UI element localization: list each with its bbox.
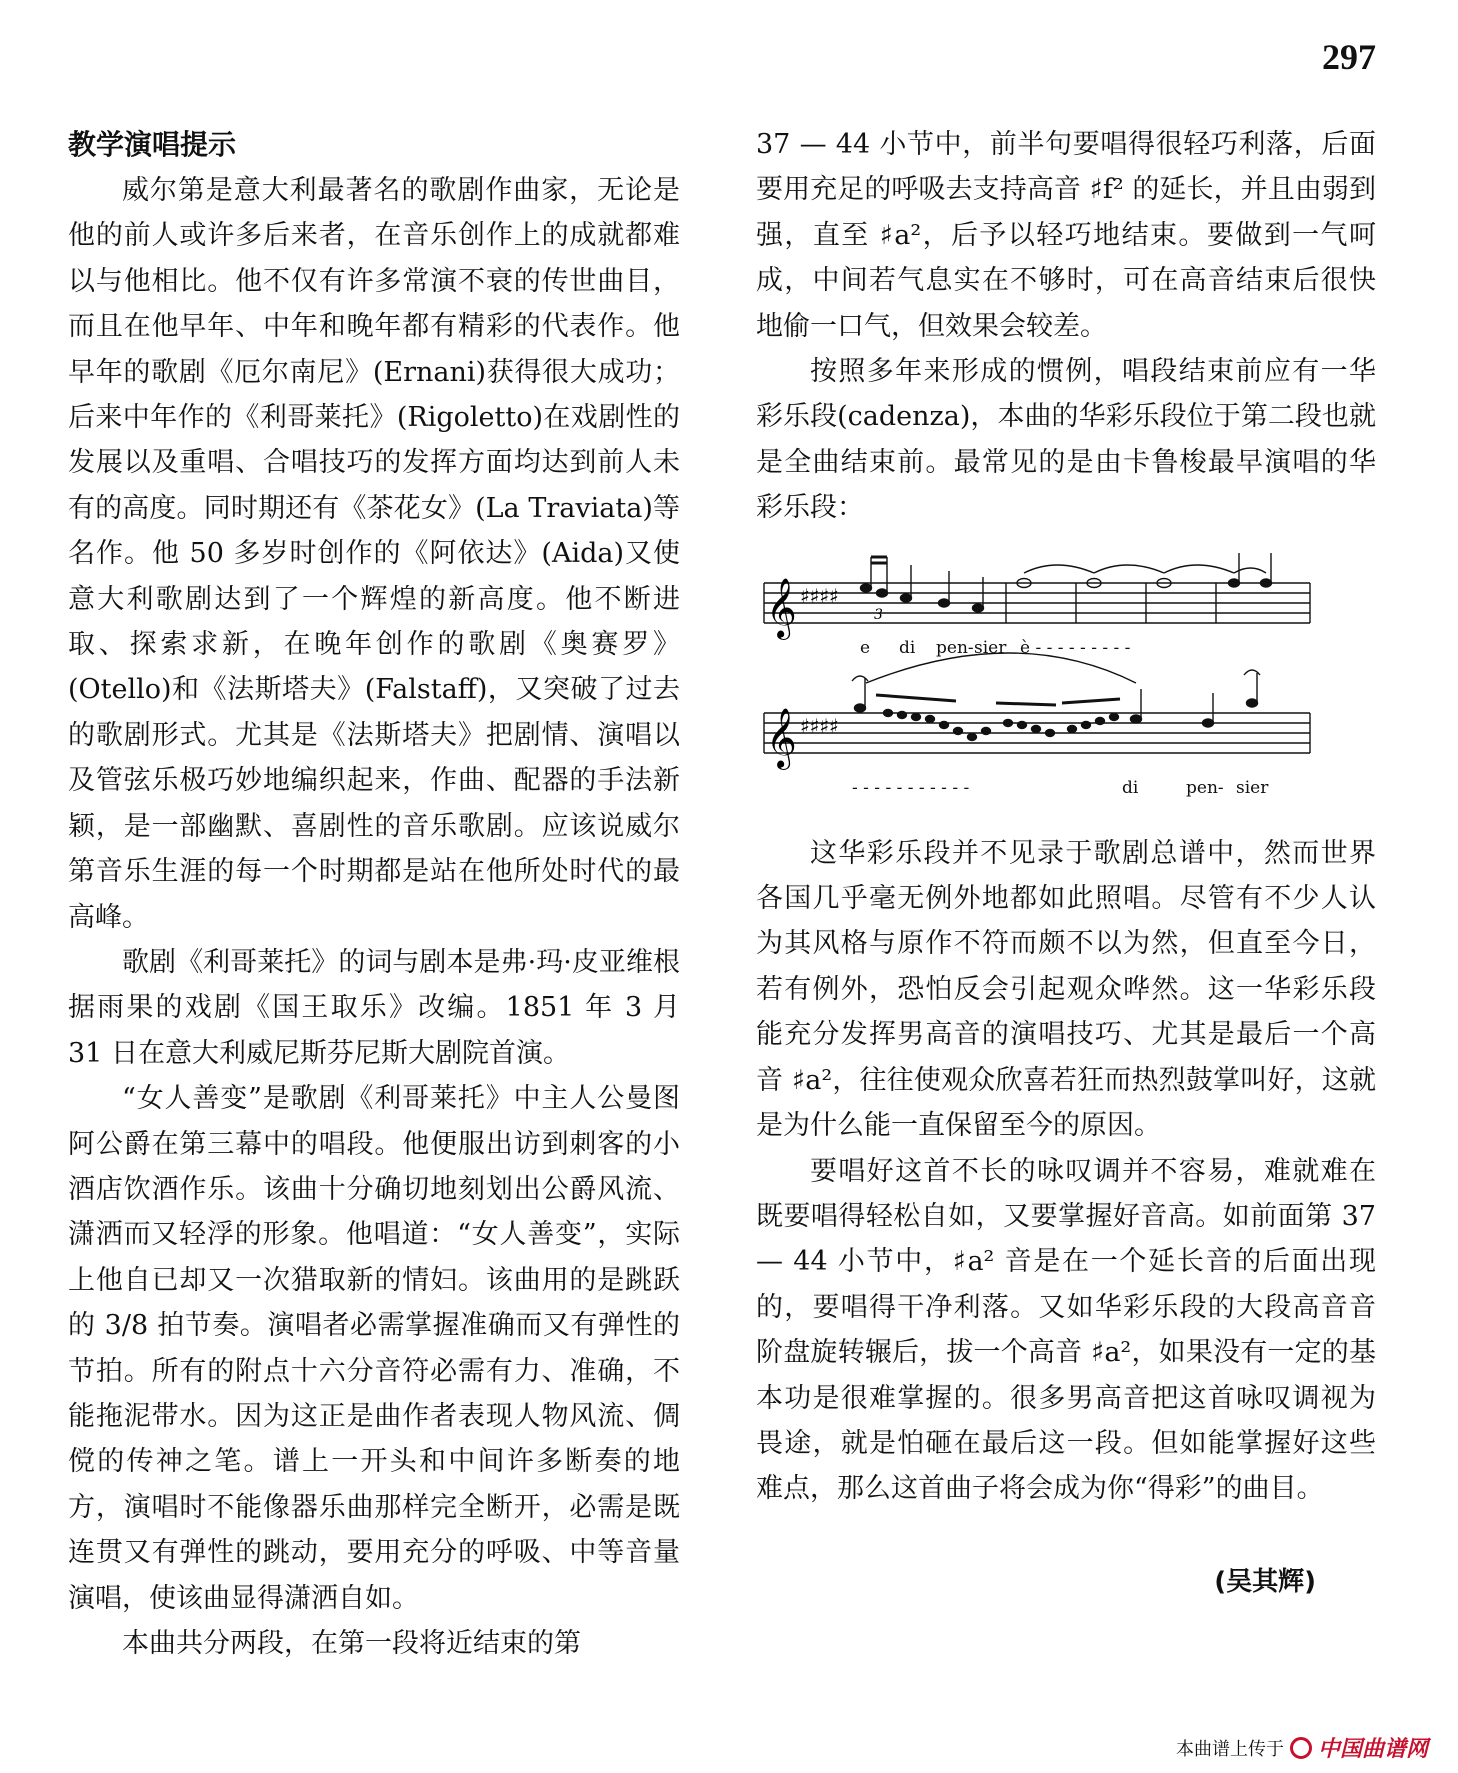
lyric: pen- — [936, 637, 974, 658]
footer-brand[interactable]: 中国曲谱网 — [1317, 1737, 1428, 1762]
footer-text: 本曲谱上传于 — [1175, 1738, 1284, 1760]
paragraph: 歌剧《利哥莱托》的词与剧本是弗·玛·皮亚维根据雨果的戏剧《国王取乐》改编。1851 年 3 月 31 日在意大利威尼斯芬尼斯大剧院首演。 — [68, 946, 680, 1069]
lyric: è - - - - - - - - - — [1020, 637, 1131, 658]
footer — [1176, 1732, 1428, 1763]
paragraph: 按照多年来形成的惯例，唱段结束前应有一华彩乐段(cadenza)，本曲的华彩乐段位于第二段也就是全曲结束前。最常见的是由卡鲁梭最早演唱的华彩乐段： — [756, 356, 1376, 524]
site-logo-icon — [1290, 1737, 1312, 1759]
staff-2-lyrics — [852, 778, 1269, 798]
paragraph: 威尔第是意大利最著名的歌剧作曲家，无论是他的前人或许多后来者，在音乐创作上的成就都难以与他相比。他不仅有许多常演不衰的传世曲目，而且在他早年、中年和晚年都有精彩的代表作。他早年的歌剧《厄尔南尼》(Ernani)获得很大成功；后来中年作的《利哥莱托》(Rigoletto)在戏剧性的发展以及重唱、合唱技巧的发挥方面均达到前人未有的高度。同时期还有《茶花女》(La Traviata)等名作。他 50 多岁时创作的《阿依达》(Aida)又使意大利歌剧达到了一个辉煌的新高度。他不断进取、探索求新，在晚年创作的歌剧《奥赛罗》(Otello)和《法斯塔夫》(Falstaff)，又突破了过去的歌剧形式。尤其是《法斯塔夫》把剧情、演唱以及管弦乐极巧妙地编织起来，作曲、配器的手法新颖，是一部幽默、喜剧性的音乐歌剧。应该说威尔第音乐生涯的每一个时期都是站在他所处时代的最高峰。 — [68, 175, 680, 933]
staff-1-lyrics — [860, 638, 1130, 658]
page-number: 297 — [1322, 37, 1376, 77]
lyric: di — [899, 637, 916, 658]
tuplet-marking: 3 — [874, 606, 883, 623]
treble-clef-icon: 𝄞 — [766, 577, 797, 638]
lyric: di — [1122, 777, 1139, 798]
staff-2-notes — [852, 653, 1260, 741]
paragraph: 37 — 44 小节中，前半句要唱得很轻巧利落，后面要用充足的呼吸去支持高音 ♯f² 的延长，并且由弱到强，直至 ♯a²，后予以轻巧地结束。要做到一气呵成，中间若气息实在不够时，可在高音结束后很快地偷一口气，但效果会较差。 — [756, 129, 1376, 342]
left-column — [68, 122, 680, 1666]
cadenza-score — [756, 553, 1316, 813]
lyric: - - - - - - - - - - - — [852, 777, 970, 798]
lyric: pen- — [1186, 777, 1224, 798]
paragraph: 这华彩乐段并不见录于歌剧总谱中，然而世界各国几乎毫无例外地都如此照唱。尽管有不少人认为其风格与原作不符而颇不以为然，但直至今日，若有例外，恐怕反会引起观众哗然。这一华彩乐段能充分发挥男高音的演唱技巧、尤其是最后一个高音 ♯a²，往往使观众欣喜若狂而热烈鼓掌叫好，这就是为什么能一直保留至今的原因。 — [756, 837, 1376, 1142]
author-signature: (吴其辉) — [1214, 1566, 1316, 1597]
paragraph: “女人善变”是歌剧《利哥莱托》中主人公曼图阿公爵在第三幕中的唱段。他便服出访到刺客的小酒店饮酒作乐。该曲十分确切地刻划出公爵风流、潇洒而又轻浮的形象。他唱道：“女人善变”，实际上他自已却又一次猎取新的情妇。该曲用的是跳跃的 3/8 拍节奏。演唱者必需掌握准确而又有弹性的节拍。所有的附点十六分音符必需有力、准确，不能拖泥带水。因为这正是曲作者表现人物风流、倜傥的传神之笔。谱上一开头和中间许多断奏的地方，演唱时不能像器乐曲那样完全断开，必需是既连贯又有弹性的跳动，要用充分的呼吸、中等音量演唱，使该曲显得潇洒自如。 — [68, 1083, 680, 1614]
key-signature: ♯♯♯♯ — [800, 583, 839, 608]
key-signature: ♯♯♯♯ — [800, 713, 839, 738]
lyric: sier — [1236, 777, 1269, 798]
paragraph: 本曲共分两段，在第一段将近结束的第 — [122, 1628, 581, 1659]
right-column — [756, 122, 1376, 1602]
section-heading: 教学演唱提示 — [68, 128, 237, 161]
staff-1 — [764, 583, 1310, 623]
lyric: e — [860, 637, 871, 658]
paragraph: 要唱好这首不长的咏叹调并不容易，难就难在既要唱得轻松自如，又要掌握好音高。如前面第 37 — 44 小节中，♯a² 音是在一个延长音的后面出现的，要唱得干净利落。又如华彩乐段的大段高音音阶盘旋转辗后，拔一个高音 ♯a²，如果没有一定的基本功是很难掌握的。很多男高音把这首咏叹调视为畏途，就是怕砸在最后这一段。但如能掌握好这些难点，那么这首曲子将会成为你“得彩”的曲目。 — [756, 1155, 1376, 1505]
treble-clef-icon: 𝄞 — [766, 707, 797, 768]
lyric: sier — [974, 637, 1007, 658]
